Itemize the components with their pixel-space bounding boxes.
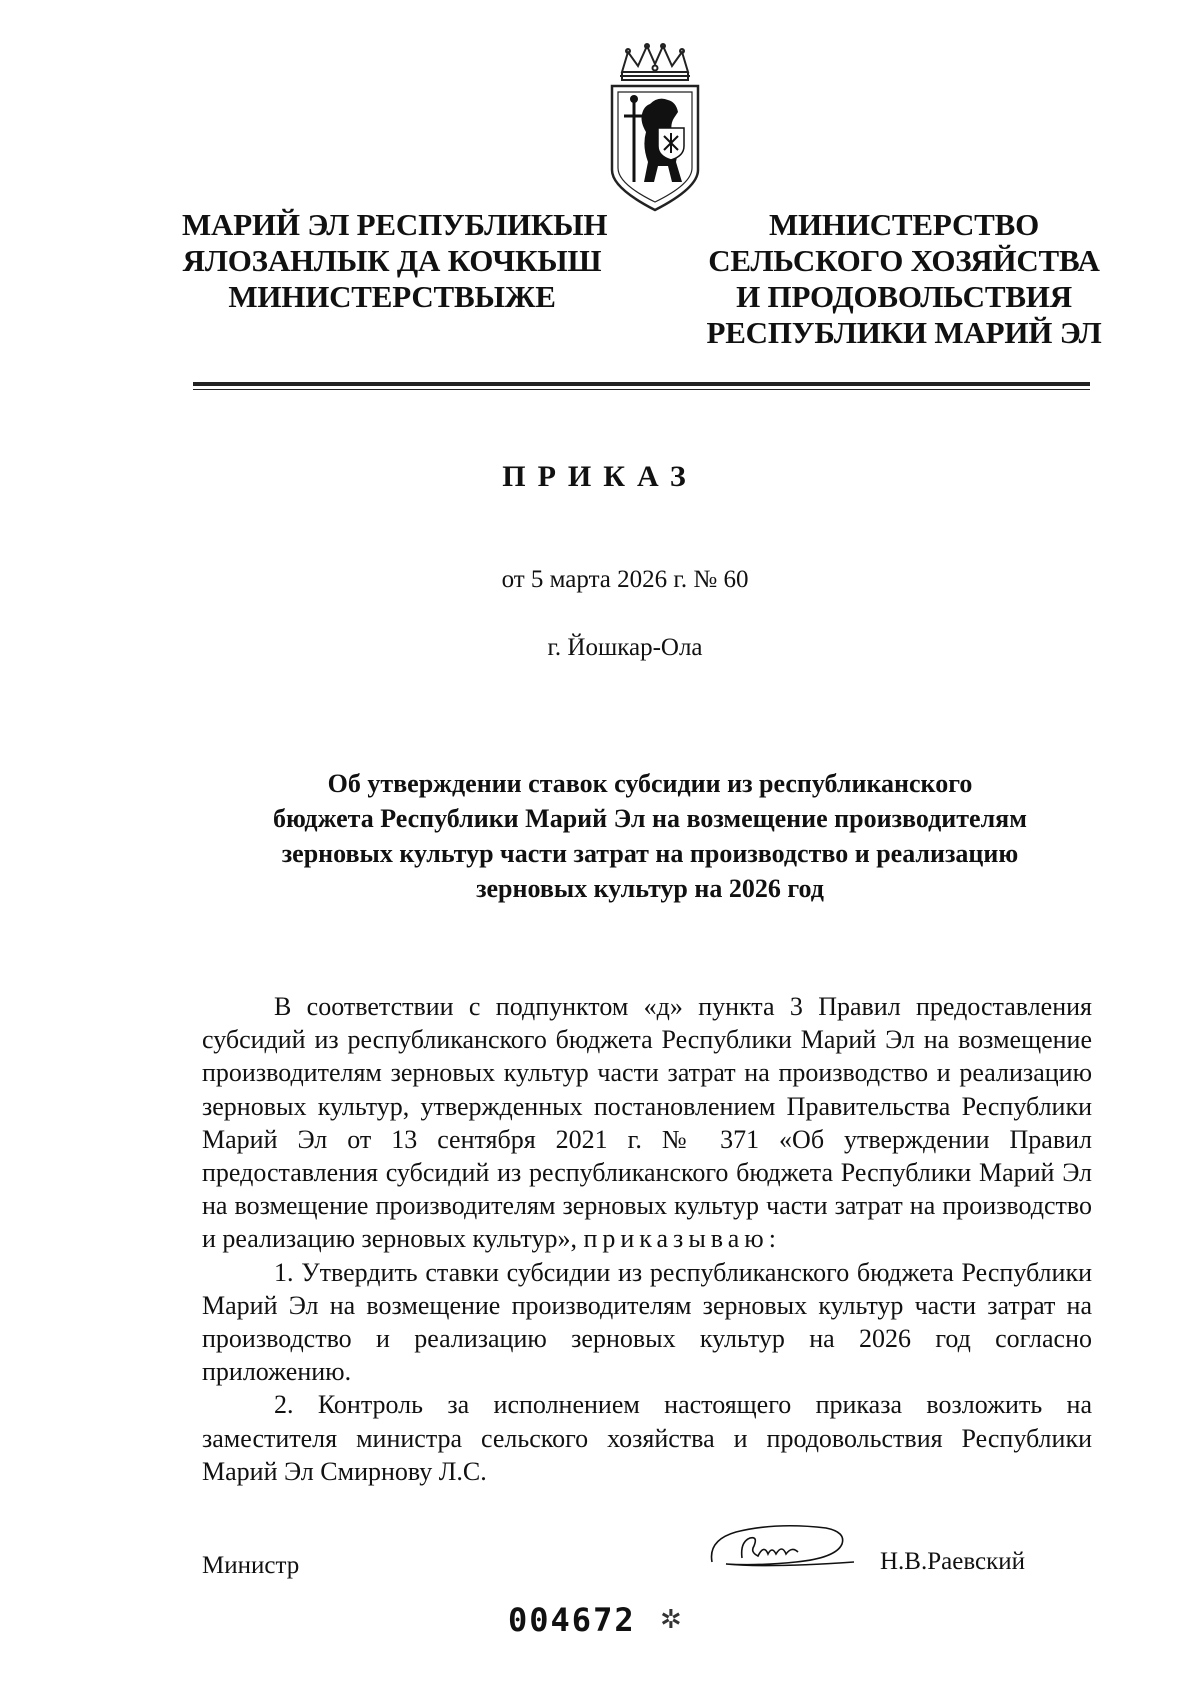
document-body — [202, 990, 1092, 1488]
signatory-name: Н.В.Раевский — [880, 1548, 1025, 1575]
header-right-line-2: СЕЛЬСКОГО ХОЗЯЙСТВА — [708, 243, 1100, 278]
preamble-paragraph — [202, 990, 1092, 1256]
coat-of-arms-icon — [600, 42, 710, 217]
document-date-number: от 5 марта 2026 г. № 60 — [501, 566, 749, 593]
order-item-2: 2. Контроль за исполнением настоящего приказа возложить на заместителя министра сельского хозяйства и продовольствия Республики Марий Эл Смирнову Л.С. — [202, 1390, 1092, 1486]
header-left-block — [182, 207, 608, 315]
header-left-line-2: ЯЛОЗАНЛЫК ДА КОЧКЫШ — [182, 243, 602, 278]
serial-number: 004672 — [508, 1601, 636, 1639]
order-item-1: 1. Утвердить ставки субсидии из республиканского бюджета Республики Марий Эл на возмещение производителям зерновых культур части затрат на производство и реализацию зерновых культур на 2026 год согласно приложению. — [202, 1257, 1092, 1387]
header-left-line-1: МАРИЙ ЭЛ РЕСПУБЛИКЫН — [182, 207, 608, 242]
document-type: ПРИКАЗ — [502, 460, 698, 493]
header-right-line-3: И ПРОДОВОЛЬСТВИЯ — [736, 279, 1072, 314]
header-divider-thick — [193, 382, 1090, 386]
header-divider-thin — [193, 389, 1090, 390]
signatory-role: Министр — [202, 1552, 300, 1579]
subject-line-2: бюджета Республики Марий Эл на возмещение производителям — [273, 804, 1027, 833]
subject-line-1: Об утверждении ставок субсидии из республиканского — [327, 769, 973, 798]
subject-line-4: зерновых культур на 2026 год — [476, 874, 824, 903]
header-left-line-3: МИНИСТЕРСТВЫЖЕ — [228, 279, 556, 314]
header-right-block — [704, 207, 1104, 351]
preamble-text: В соответствии с подпунктом «д» пункта 3 Правил предоставления субсидий из республиканского бюджета Республики Марий Эл на возмещение производителям зерновых культур части затрат на производство и реализацию зерновых культур, утвержденных постановлением Правительства Республики Марий Эл от 13 сентября 2021 г. № 371 «Об утверждении Правил предоставления субсидий из республиканского бюджета Республики Марий Эл на возмещение производителям зерновых культур части затрат на производство и реализацию зерновых культур», — [202, 992, 1092, 1254]
document-city: г. Йошкар-Ола — [547, 634, 703, 661]
asterisk-stamp-icon: ✲ — [660, 1605, 682, 1634]
header-right-line-4: РЕСПУБЛИКИ МАРИЙ ЭЛ — [706, 315, 1102, 350]
document-subject — [200, 766, 1100, 906]
handwritten-signature-icon — [706, 1522, 856, 1574]
header-right-line-1: МИНИСТЕРСТВО — [768, 207, 1040, 242]
subject-line-3: зерновых культур части затрат на производство и реализацию — [281, 839, 1019, 868]
order-word: приказываю: — [583, 1224, 781, 1254]
